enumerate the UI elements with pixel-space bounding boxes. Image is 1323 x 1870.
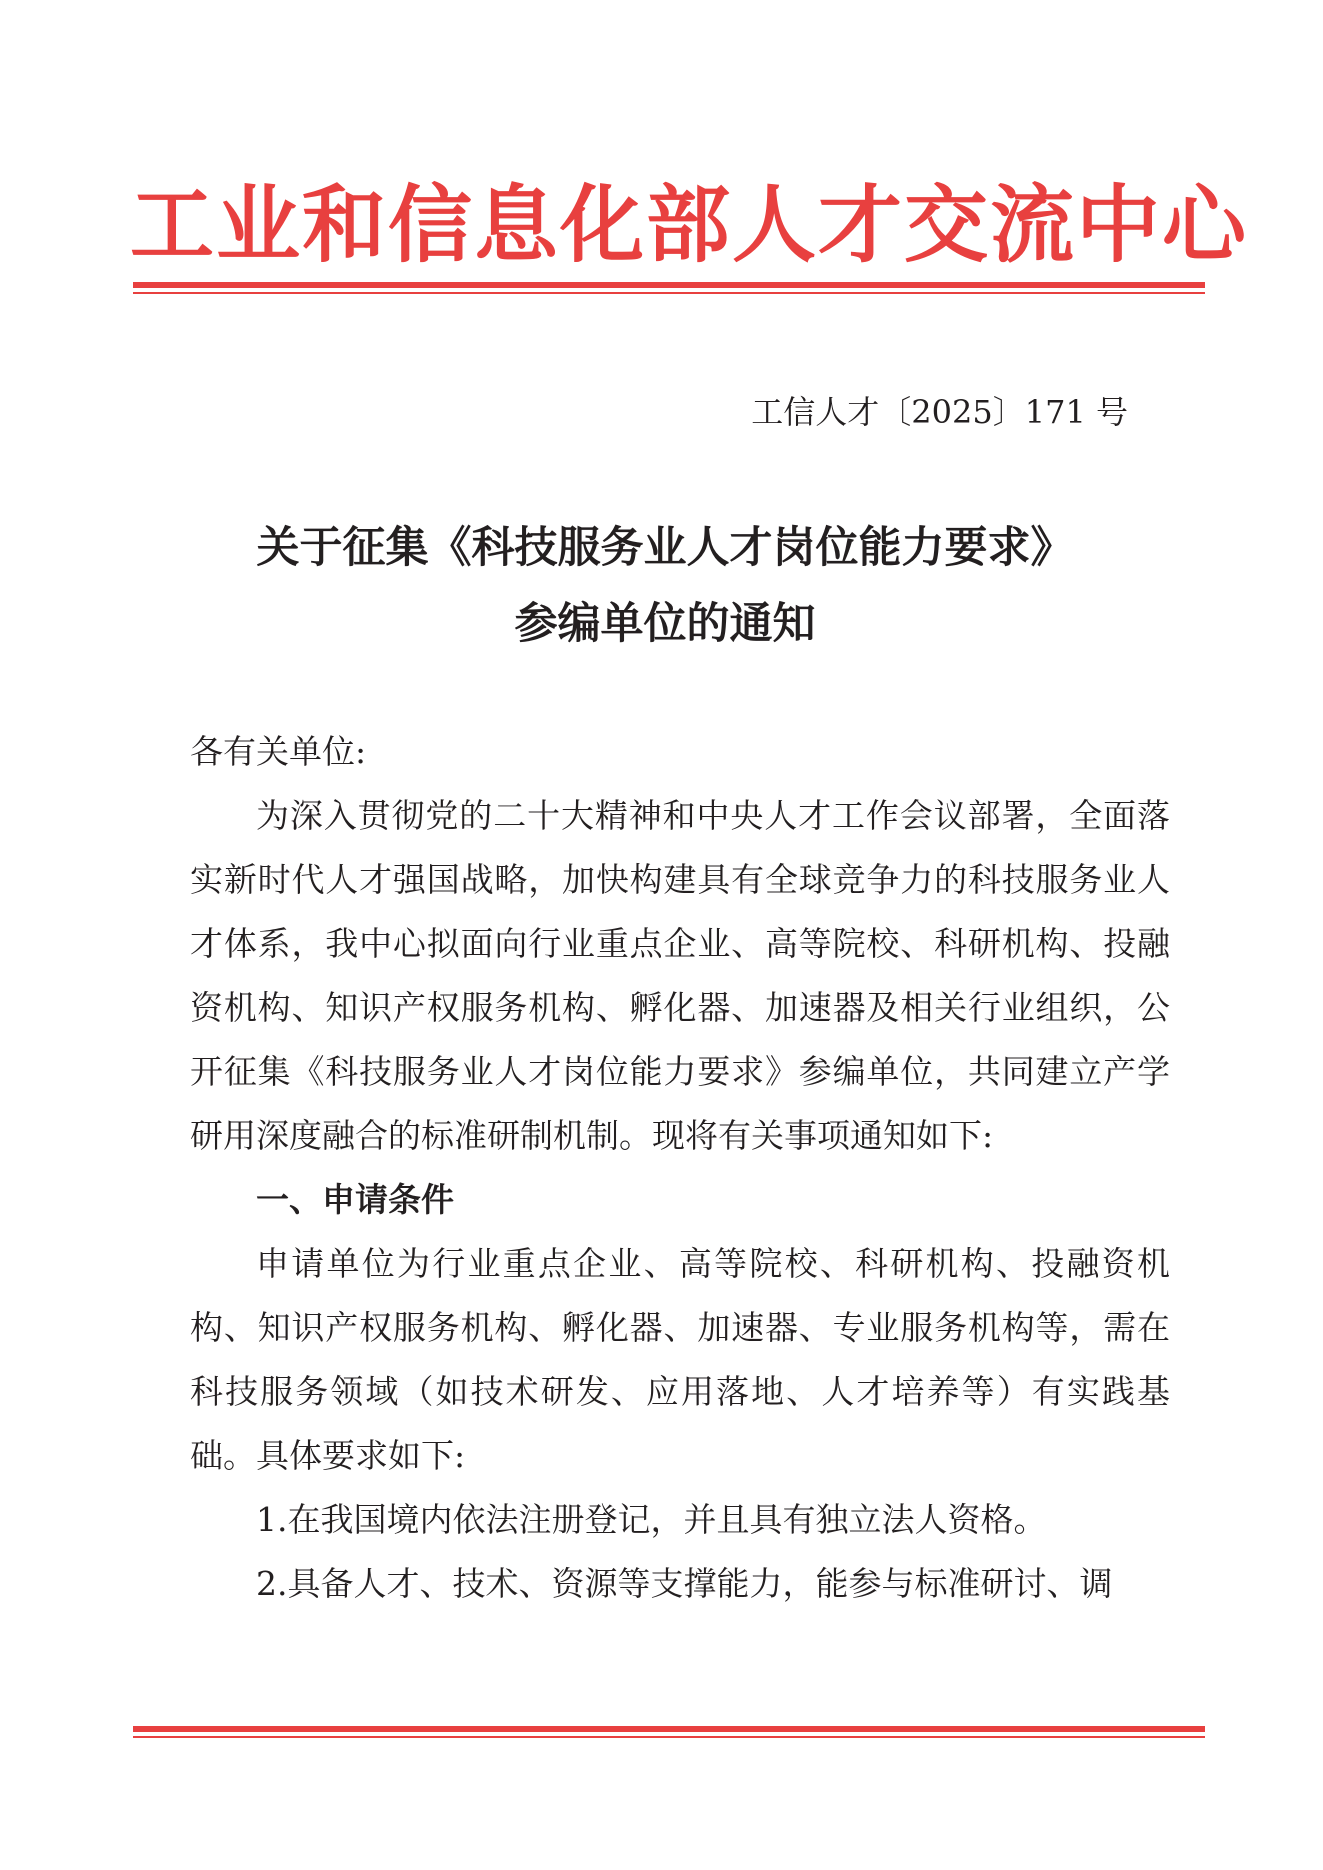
section-1-paragraph: 申请单位为行业重点企业、高等院校、科研机构、投融资机构、知识产权服务机构、孵化器、加速器、专业服务机构等，需在科技服务领域（如技术研发、应用落地、人才培养等）有实践基础。具体要求如下: <box>190 1244 1170 1475</box>
title-line-1: 关于征集《科技服务业人才岗位能力要求》 <box>256 523 1074 573</box>
salutation: 各有关单位: <box>190 732 367 771</box>
footer-red-rule <box>133 1726 1205 1738</box>
red-rule-thin <box>133 1736 1205 1738</box>
document-title <box>130 510 1200 662</box>
red-rule-thin <box>133 292 1205 294</box>
document-body <box>190 720 1170 1616</box>
list-item-2: 2.具备人才、技术、资源等支撑能力，能参与标准研讨、调 <box>256 1564 1113 1603</box>
red-rule-thick <box>133 1726 1205 1732</box>
org-header-title: 工业和信息化部人才交流中心 <box>130 175 1249 274</box>
list-item-1: 1.在我国境内依法注册登记，并且具有独立法人资格。 <box>256 1500 1047 1539</box>
section-heading-1: 一、申请条件 <box>256 1180 454 1219</box>
red-rule-thick <box>133 282 1205 288</box>
header-red-rule <box>133 282 1205 294</box>
title-line-2: 参编单位的通知 <box>514 599 816 649</box>
document-number: 工信人才〔2025〕171 号 <box>751 393 1128 431</box>
intro-paragraph: 为深入贯彻党的二十大精神和中央人才工作会议部署，全面落实新时代人才强国战略，加快构建具有全球竞争力的科技服务业人才体系，我中心拟面向行业重点企业、高等院校、科研机构、投融资机构、知识产权服务机构、孵化器、加速器及相关行业组织，公开征集《科技服务业人才岗位能力要求》参编单位，共同建立产学研用深度融合的标准研制机制。现将有关事项通知如下: <box>190 796 1170 1155</box>
